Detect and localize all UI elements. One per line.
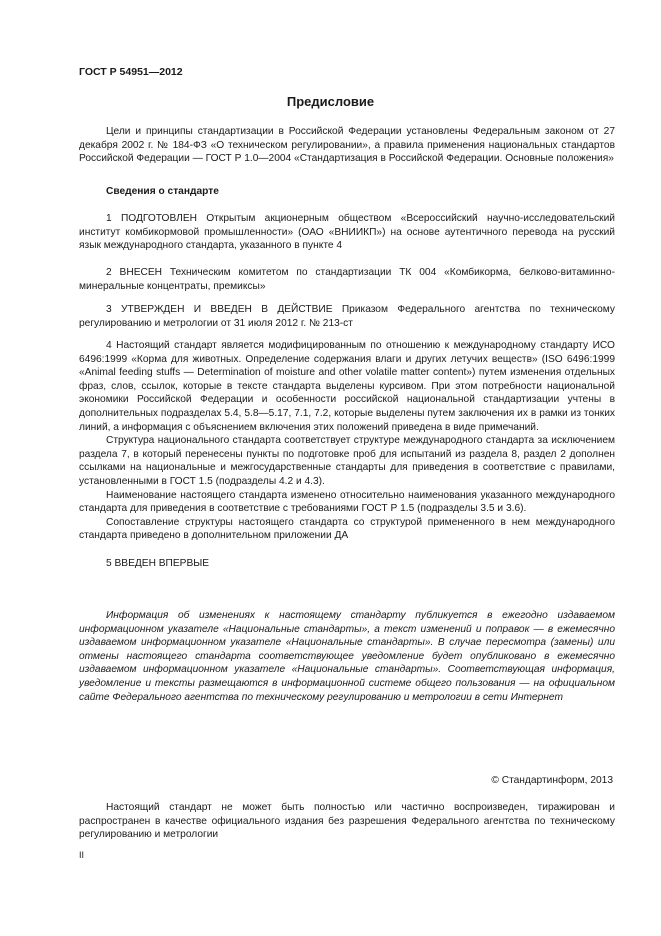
item-4-paragraph-2: Структура национального стандарта соответствует структуре международного стандарта за исключением раздела 7, в который перенесены пункты по подготовке проб для испытаний из раздела 8, раздел 2 дополнен ссылками на национальные и межгосударственные стандарты для приведения в соответствие с правилами, установленными в ГОСТ 1.5 (подразделы 4.2 и 4.3). bbox=[79, 435, 615, 487]
notice-block bbox=[79, 609, 615, 704]
item-1 bbox=[79, 212, 615, 253]
item-5 bbox=[79, 557, 615, 571]
item-4-paragraph-4: Сопоставление структуры настоящего стандарта со структурой примененного в нем международного стандарта приведено в дополнительном приложении ДА bbox=[79, 516, 615, 542]
info-heading: Сведения о стандарте bbox=[106, 186, 219, 197]
item-4-paragraph-1: 4 Настоящий стандарт является модифицированным по отношению к международному стандарту ИСО 6496:1999 «Корма для животных. Определение содержания влаги и других летучих веществ» (ISO 6496:1999 «Animal feeding stuffs — Determination of moisture and other volatile matter content») путем изменения отдельных фраз, слов, ссылок, которые в тексте стандарта выделены курсивом. При этом потребности национальной экономики Российской Федерации и особенности российской национальной стандартизации учтены в дополнительных подразделах 5.4, 5.8—5.17, 7.1, 7.2, которые выделены путем заключения их в рамки из тонких линий, а информация с объяснением включения этих положений приведена в виде примечаний. bbox=[79, 340, 615, 433]
item-4-paragraph-3: Наименование настоящего стандарта изменено относительно наименования указанного международного стандарта для приведения в соответствие с требованиями ГОСТ Р 1.5 (подразделы 3.5 и 3.6). bbox=[79, 489, 615, 515]
item-3-text: 3 УТВЕРЖДЕН И ВВЕДЕН В ДЕЙСТВИЕ Приказом Федерального агентства по техническому регулированию и метрологии от 31 июля 2012 г. № 213-ст bbox=[79, 304, 615, 329]
intro-text: Цели и принципы стандартизации в Российской Федерации установлены Федеральным законом от 27 декабря 2002 г. № 184-ФЗ «О техническом регулировании», а правила применения национальных стандартов Российской Федерации — ГОСТ Р 1.0—2004 «Стандартизация в Российской Федерации. Основные положения» bbox=[79, 126, 615, 165]
item-4 bbox=[79, 339, 615, 543]
document-header: ГОСТ Р 54951—2012 bbox=[79, 66, 183, 78]
copyright: © Стандартинформ, 2013 bbox=[491, 775, 613, 786]
page-number: II bbox=[79, 850, 85, 860]
item-1-text: 1 ПОДГОТОВЛЕН Открытым акционерным обществом «Всероссийский научно-исследовательский институт комбикормовой промышленности» (ОАО «ВНИИКП») на основе аутентичного перевода на русский язык международного стандарта, указанного в пункте 4 bbox=[79, 213, 615, 252]
item-3 bbox=[79, 303, 615, 330]
intro-paragraph bbox=[79, 125, 615, 166]
reproduction-text: Настоящий стандарт не может быть полностью или частично воспроизведен, тиражирован и распространен в качестве официального издания без разрешения Федерального агентства по техническому регулированию и метрологии bbox=[79, 802, 615, 841]
page-title: Предисловие bbox=[286, 94, 375, 109]
item-2 bbox=[79, 266, 615, 293]
reproduction-notice bbox=[79, 801, 615, 842]
notice-text: Информация об изменениях к настоящему стандарту публикуется в ежегодно издаваемом информационном указателе «Национальные стандарты», а текст изменений и поправок — в ежемесячно издаваемом информационном указателе «Национальные стандарты». В случае пересмотра (замены) или отмены настоящего стандарта соответствующее уведомление будет опубликовано в ежемесячно издаваемом информационном указателе «Национальные стандарты». Соответствующая информация, уведомление и тексты размещаются в информационной системе общего пользования — на официальном сайте Федерального агентства по техническому регулированию и метрологии в сети Интернет bbox=[79, 610, 615, 703]
item-2-text: 2 ВНЕСЕН Техническим комитетом по стандартизации ТК 004 «Комбикорма, белково-витаминно-минеральные концентраты, премиксы» bbox=[79, 267, 615, 292]
item-5-text: 5 ВВЕДЕН ВПЕРВЫЕ bbox=[106, 558, 210, 569]
